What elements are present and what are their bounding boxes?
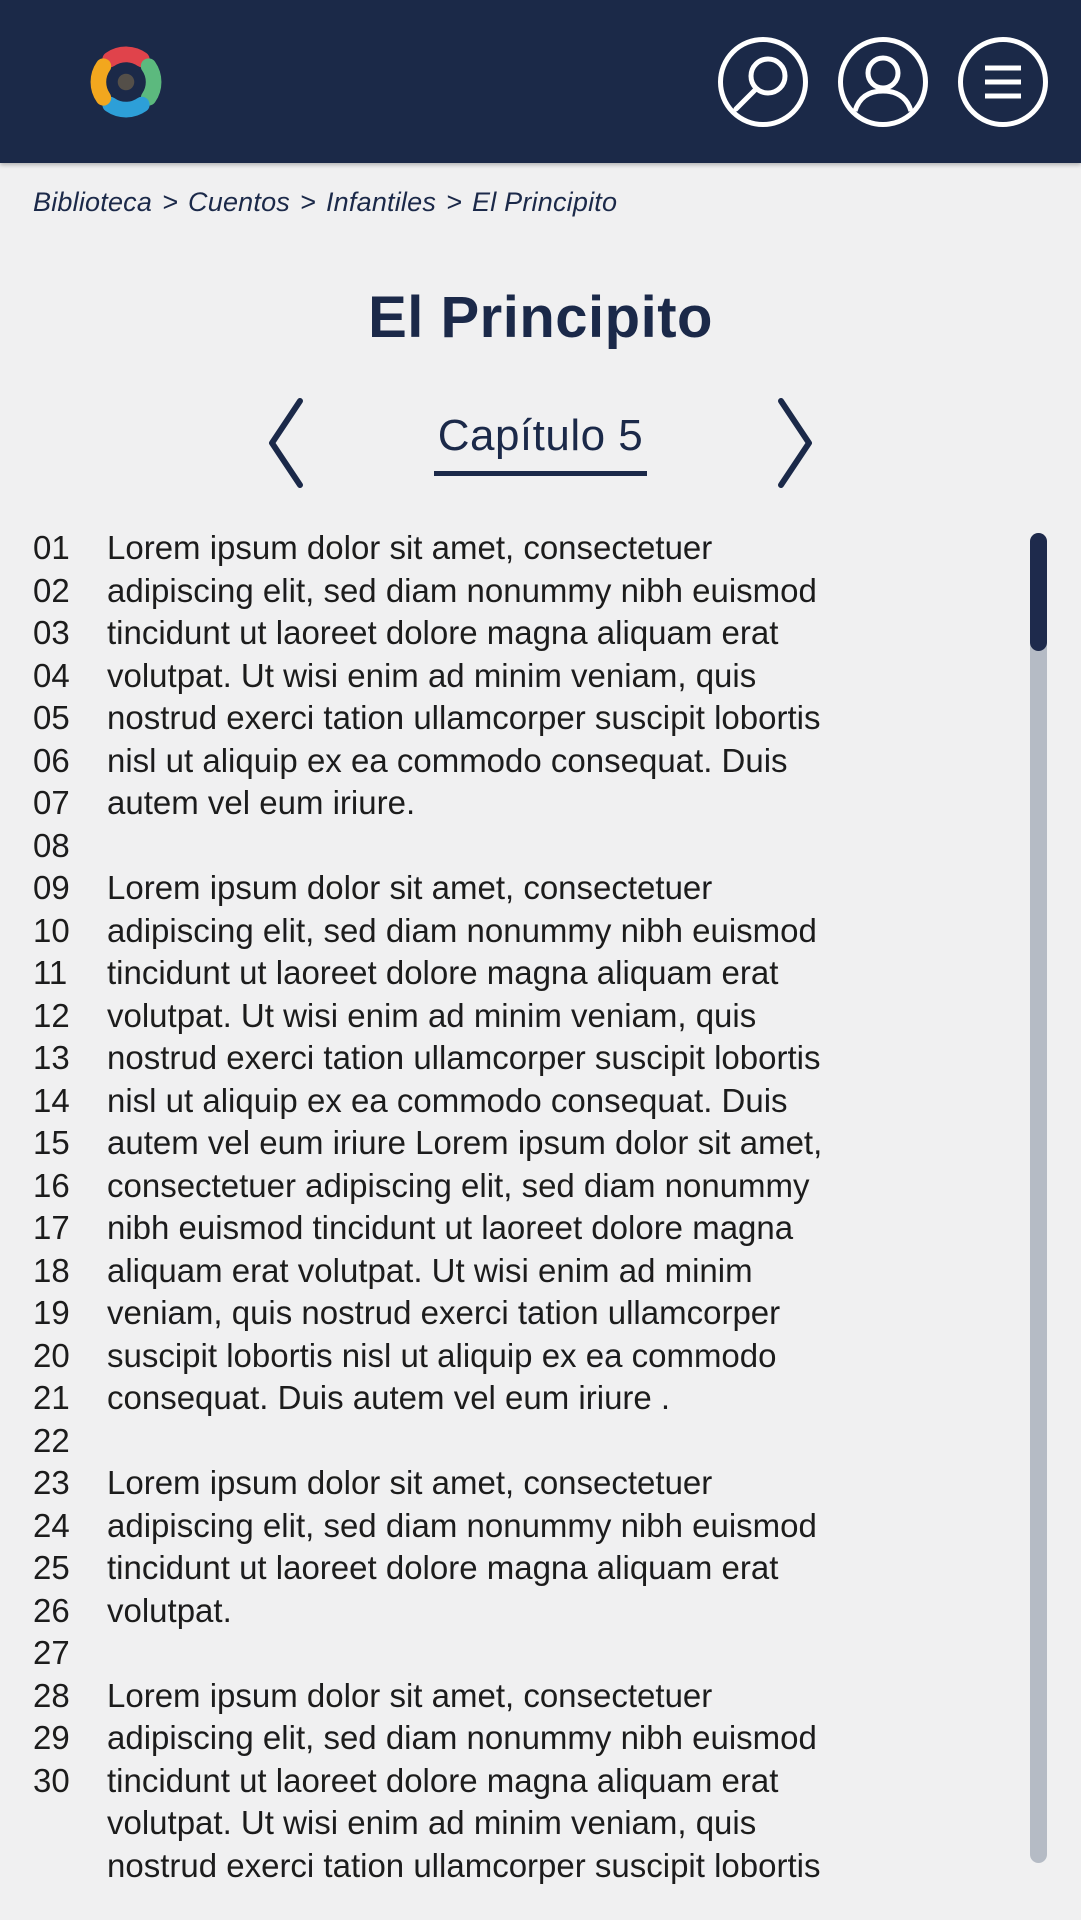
- reader-line-row: [0, 782, 1081, 825]
- reader-line-row: [0, 952, 1081, 995]
- line-text: nostrud exerci tation ullamcorper suscipit lobortis: [107, 1846, 821, 1884]
- line-number: 15: [33, 1124, 70, 1161]
- line-text: autem vel eum iriure.: [107, 784, 416, 821]
- menu-button[interactable]: [958, 37, 1048, 127]
- line-text: nisl ut aliquip ex ea commodo consequat. Duis: [107, 1081, 788, 1119]
- line-number: 26: [33, 1591, 70, 1629]
- line-text: adipiscing elit, sed diam nonummy nibh euismod: [107, 911, 817, 949]
- line-number: 03: [33, 614, 70, 651]
- app-logo[interactable]: [80, 36, 172, 128]
- line-number: 07: [33, 784, 70, 821]
- line-text: autem vel eum iriure Lorem ipsum dolor sit amet,: [107, 1124, 823, 1161]
- reader-line-row: [0, 1590, 1081, 1633]
- reader-line-row: [0, 910, 1081, 953]
- reader-line-row: [0, 1165, 1081, 1208]
- line-text: adipiscing elit, sed diam nonummy nibh euismod: [107, 571, 817, 609]
- chevron-left-icon: [266, 395, 306, 491]
- line-number: 08: [33, 826, 70, 864]
- reader-line-row: [0, 1250, 1081, 1293]
- breadcrumb-item-el-principito[interactable]: El Principito: [472, 187, 618, 217]
- line-text: adipiscing elit, sed diam nonummy nibh euismod: [107, 1506, 817, 1544]
- line-number: 28: [33, 1676, 70, 1714]
- reader-line-row: [0, 1377, 1081, 1420]
- reader-line-row: [0, 867, 1081, 910]
- search-icon: [718, 37, 808, 127]
- line-text: veniam, quis nostrud exerci tation ullamcorper: [107, 1294, 781, 1331]
- line-number: 05: [33, 699, 70, 736]
- breadcrumb-separator: >: [446, 187, 463, 217]
- line-number: 10: [33, 911, 70, 949]
- line-number: 02: [33, 571, 70, 609]
- scrollbar-track[interactable]: [1030, 533, 1047, 1863]
- line-number: 16: [33, 1166, 70, 1204]
- page-title: El Principito: [368, 285, 713, 350]
- line-number: 14: [33, 1081, 70, 1119]
- reader-line-row: [0, 527, 1081, 570]
- header-actions: [718, 37, 1048, 127]
- reader-line-row: [0, 1207, 1081, 1250]
- user-button[interactable]: [838, 37, 928, 127]
- line-number: 19: [33, 1294, 70, 1331]
- line-text: nibh euismod tincidunt ut laoreet dolore magna: [107, 1209, 794, 1246]
- line-number: 12: [33, 996, 70, 1034]
- line-text: suscipit lobortis nisl ut aliquip ex ea commodo: [107, 1336, 777, 1374]
- line-text: Lorem ipsum dolor sit amet, consectetuer: [107, 869, 713, 906]
- line-number: 29: [33, 1719, 70, 1756]
- reader-line-row: [0, 612, 1081, 655]
- line-number: 17: [33, 1209, 70, 1246]
- reader-line-row: [0, 697, 1081, 740]
- line-text: aliquam erat volutpat. Ut wisi enim ad minim: [107, 1251, 753, 1289]
- line-number: 04: [33, 656, 70, 694]
- reader-line-row: [0, 1505, 1081, 1548]
- reader-line-row: [0, 1080, 1081, 1123]
- reader-content: [0, 527, 1081, 1887]
- reader-line-row: [0, 1675, 1081, 1718]
- line-number: 21: [33, 1379, 70, 1416]
- reader-line-row: [0, 1802, 1081, 1845]
- app-header: [0, 0, 1081, 163]
- line-number: 13: [33, 1039, 70, 1076]
- line-text: consectetuer adipiscing elit, sed diam nonummy: [107, 1166, 810, 1204]
- line-text: Lorem ipsum dolor sit amet, consectetuer: [107, 1676, 713, 1714]
- line-text: adipiscing elit, sed diam nonummy nibh euismod: [107, 1719, 817, 1756]
- reader-line-row: [0, 1122, 1081, 1165]
- line-text: nostrud exerci tation ullamcorper suscipit lobortis: [107, 699, 821, 736]
- line-text: volutpat. Ut wisi enim ad minim veniam, quis: [107, 996, 757, 1034]
- hamburger-menu-icon: [958, 37, 1048, 127]
- reader-line-row: [0, 1335, 1081, 1378]
- line-number: 27: [33, 1634, 70, 1671]
- line-number: 09: [33, 869, 70, 906]
- line-number: 06: [33, 741, 70, 779]
- breadcrumb-separator: >: [300, 187, 316, 217]
- line-number: 20: [33, 1336, 70, 1374]
- reader-line-row: [0, 1292, 1081, 1335]
- breadcrumb-item-biblioteca[interactable]: Biblioteca: [33, 187, 153, 217]
- line-text: volutpat. Ut wisi enim ad minim veniam, quis: [107, 1804, 757, 1841]
- line-text: nisl ut aliquip ex ea commodo consequat. Duis: [107, 741, 788, 779]
- line-number: 01: [33, 529, 70, 566]
- reader-line-row: [0, 1462, 1081, 1505]
- reader-line-row: [0, 570, 1081, 613]
- line-text: tincidunt ut laoreet dolore magna aliquam erat: [107, 954, 779, 991]
- breadcrumb-separator: >: [162, 187, 179, 217]
- chapter-nav: [0, 389, 1081, 497]
- reader-line-row: [0, 1717, 1081, 1760]
- reader-line-row: [0, 655, 1081, 698]
- line-number: 25: [33, 1549, 70, 1586]
- scrollbar-thumb[interactable]: [1030, 533, 1047, 651]
- line-text: tincidunt ut laoreet dolore magna aliquam erat: [107, 1549, 779, 1586]
- reader-line-row: [0, 825, 1081, 868]
- reader-line-row: [0, 1037, 1081, 1080]
- breadcrumb: [0, 163, 1081, 218]
- line-number: 24: [33, 1506, 70, 1544]
- breadcrumb-item-infantiles[interactable]: Infantiles: [325, 187, 437, 217]
- line-number: 11: [33, 954, 68, 991]
- line-text: volutpat.: [107, 1591, 232, 1629]
- line-number: 22: [33, 1421, 70, 1459]
- reader-line-row: [0, 995, 1081, 1038]
- previous-chapter-button[interactable]: [266, 395, 306, 491]
- chapter-link[interactable]: Capítulo 5: [434, 411, 648, 476]
- reader-lines: [0, 527, 1081, 1887]
- line-text: volutpat. Ut wisi enim ad minim veniam, quis: [107, 656, 757, 694]
- next-chapter-button[interactable]: [775, 395, 815, 491]
- reader-line-row: [0, 740, 1081, 783]
- reader-line-row: [0, 1632, 1081, 1675]
- line-number: 23: [33, 1464, 70, 1501]
- reader-line-row: [0, 1547, 1081, 1590]
- chevron-right-icon: [775, 395, 815, 491]
- line-number: 18: [33, 1251, 70, 1289]
- line-text: tincidunt ut laoreet dolore magna aliquam erat: [107, 1761, 779, 1799]
- line-text: nostrud exerci tation ullamcorper suscipit lobortis: [107, 1039, 821, 1076]
- search-button[interactable]: [718, 37, 808, 127]
- line-text: Lorem ipsum dolor sit amet, consectetuer: [107, 1464, 713, 1501]
- line-number: 30: [33, 1761, 70, 1799]
- pinwheel-logo-icon: [80, 36, 172, 128]
- reader-line-row: [0, 1845, 1081, 1888]
- line-text: Lorem ipsum dolor sit amet, consectetuer: [107, 529, 713, 566]
- reader-line-row: [0, 1420, 1081, 1463]
- line-text: consequat. Duis autem vel eum iriure .: [107, 1379, 671, 1416]
- breadcrumb-item-cuentos[interactable]: Cuentos: [188, 187, 291, 217]
- user-icon: [838, 37, 928, 127]
- reader-line-row: [0, 1760, 1081, 1803]
- line-text: tincidunt ut laoreet dolore magna aliquam erat: [107, 614, 779, 651]
